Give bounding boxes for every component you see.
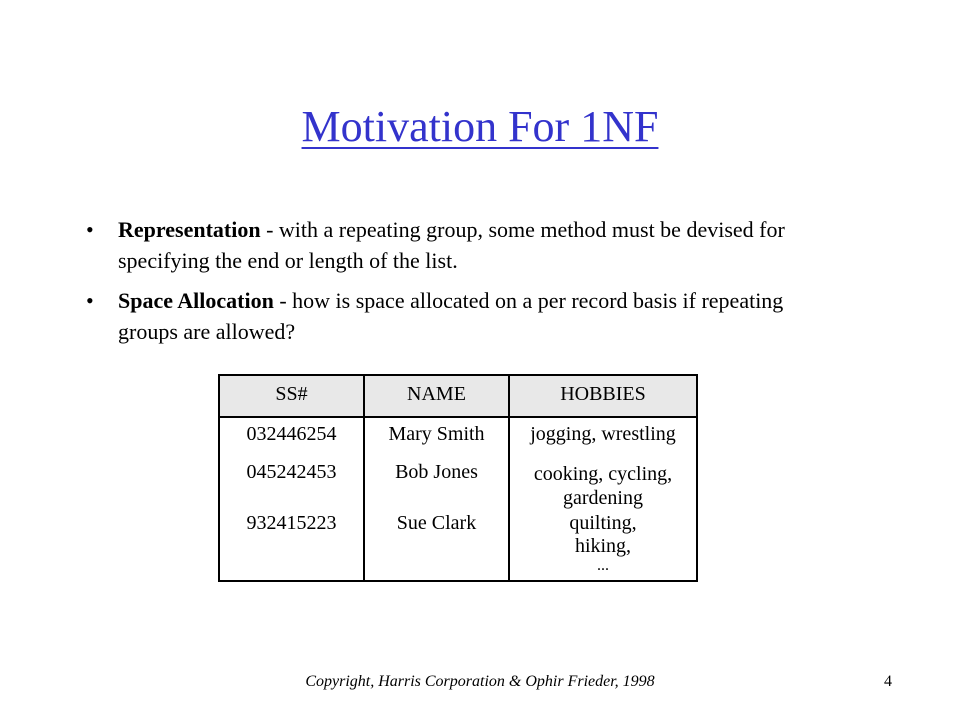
- bullet-item-space-allocation: [86, 285, 846, 347]
- header-hobbies: HOBBIES: [560, 383, 646, 405]
- page-number: 4: [884, 673, 892, 690]
- hobbies-table: [218, 374, 698, 582]
- bullet-list: [86, 214, 846, 356]
- bullet-item-representation: [86, 214, 846, 276]
- cell-hobby: jogging, wrestling: [530, 423, 676, 445]
- copyright-footer: Copyright, Harris Corporation & Ophir Frieder, 1998: [305, 673, 655, 690]
- cell-name: Sue Clark: [396, 512, 477, 534]
- cell-hobby: gardening: [563, 487, 643, 509]
- bullet-text: - with a repeating group, some method must be devised for specifying the end or length of the list.: [118, 217, 785, 273]
- bullet-term: Representation: [118, 217, 261, 242]
- cell-hobby: hiking,: [574, 535, 632, 557]
- cell-hobby: quilting,: [569, 512, 637, 534]
- cell-name: Bob Jones: [395, 461, 478, 483]
- cell-ss: 932415223: [246, 512, 337, 534]
- cell-hobby-ellipsis: ...: [597, 557, 609, 574]
- cell-hobby: cooking, cycling,: [533, 463, 673, 485]
- bullet-term: Space Allocation: [118, 288, 274, 313]
- header-ss: SS#: [275, 383, 308, 405]
- cell-ss: 032446254: [246, 423, 337, 445]
- slide-title: Motivation For 1NF: [301, 102, 659, 151]
- cell-ss: 045242453: [246, 461, 337, 483]
- bullet-mark: •: [86, 217, 94, 242]
- bullet-mark: •: [86, 288, 94, 313]
- header-name: NAME: [407, 383, 466, 405]
- cell-name: Mary Smith: [388, 423, 485, 445]
- bullet-text: - how is space allocated on a per record basis if repeating groups are allowed?: [118, 288, 784, 344]
